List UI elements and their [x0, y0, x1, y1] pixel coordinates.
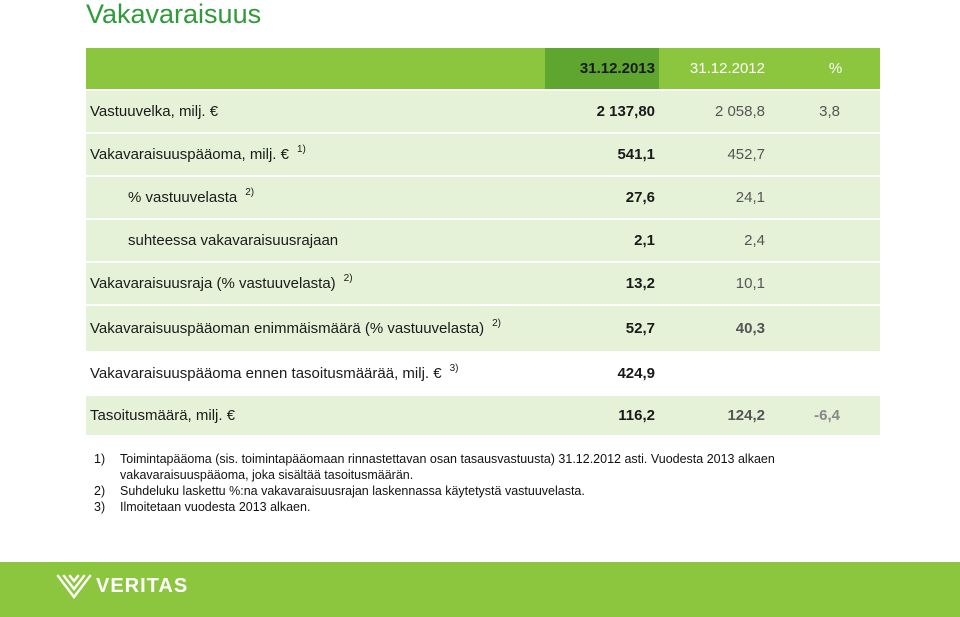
value-2013: 27,6 — [625, 189, 655, 206]
value-2012: 452,7 — [727, 146, 765, 163]
header-2013: 31.12.2013 — [545, 48, 659, 89]
value-2012: 2 058,8 — [714, 103, 765, 120]
row-label: Vakavaraisuuspääoma, milj. € $^{1)}$ — [90, 144, 306, 163]
footnote — [94, 451, 814, 483]
value-2013: 116,2 — [618, 407, 655, 424]
footnote-text: Suhdeluku laskettu %:na vakavaraisuusrajan laskennassa käytetystä vastuuvelasta. — [120, 484, 585, 498]
value-2013: 13,2 — [625, 275, 655, 292]
footnote-number: 3) — [94, 500, 106, 514]
table-row — [86, 91, 880, 134]
table-row — [86, 306, 880, 353]
veritas-logo — [56, 573, 188, 599]
value-2012: 124,2 — [727, 407, 765, 424]
value-2013: 541,1 — [617, 146, 655, 163]
value-percent — [771, 220, 880, 261]
header-label-cell — [86, 48, 545, 89]
value-2013: 424,9 — [617, 365, 655, 382]
row-label: % vastuuvelasta $^{2)}$ — [128, 187, 255, 206]
table-row — [86, 263, 880, 306]
value-2012: 24,1 — [735, 189, 765, 206]
table-row — [86, 220, 880, 263]
table-row — [86, 353, 880, 396]
row-label: Tasoitusmäärä, milj. € — [90, 407, 236, 424]
header-2012: 31.12.2012 — [661, 48, 769, 89]
row-label: Vakavaraisuuspääoma ennen tasoitusmäärää, milj. € $^{3)}$ — [90, 363, 459, 382]
value-percent — [771, 306, 880, 351]
footnote-text: Toimintapääoma (sis. toimintapääomaan rinnastettavan osan tasausvastuusta) 31.12.2012 asti. Vuodesta 2013 alkaen vakavaraisuuspääoma, joka sisältää tasoitusmäärän. — [120, 452, 775, 482]
footnote-number: 1) — [94, 452, 106, 466]
row-label: Vakavaraisuusraja (% vastuuvelasta) $^{2)}$ — [90, 273, 353, 292]
value-2012: 40,3 — [735, 320, 765, 337]
row-label: suhteessa vakavaraisuusrajaan — [128, 232, 339, 249]
page-title: Vakavaraisuus — [86, 0, 262, 29]
value-2013: 2,1 — [634, 232, 655, 249]
value-percent — [771, 263, 880, 304]
footnote-text: Ilmoitetaan vuodesta 2013 alkaen. — [120, 500, 311, 514]
value-percent: 3,8 — [819, 103, 840, 120]
logo-text: VERITAS — [96, 574, 189, 597]
value-2012: 2,4 — [744, 232, 765, 249]
footnote — [94, 499, 814, 515]
value-2013: 2 137,80 — [596, 103, 655, 120]
table-row — [86, 396, 880, 437]
value-percent — [771, 353, 880, 394]
header-percent: % — [771, 48, 880, 89]
footnote-number: 2) — [94, 484, 106, 498]
value-percent — [771, 177, 880, 218]
value-percent: -6,4 — [814, 407, 840, 424]
footnote — [94, 483, 814, 499]
value-percent — [771, 134, 880, 175]
table-row — [86, 177, 880, 220]
table-row — [86, 134, 880, 177]
value-2012 — [661, 353, 769, 394]
veritas-v-icon — [56, 573, 92, 599]
solvency-table — [86, 48, 880, 437]
value-2012: 10,1 — [735, 275, 765, 292]
value-2013: 52,7 — [625, 320, 655, 337]
table-header-row — [86, 48, 880, 91]
footnotes — [94, 451, 814, 515]
row-label: Vastuuvelka, milj. € — [90, 103, 219, 120]
row-label: Vakavaraisuuspääoman enimmäismäärä (% vastuuvelasta) $^{2)}$ — [90, 318, 501, 337]
